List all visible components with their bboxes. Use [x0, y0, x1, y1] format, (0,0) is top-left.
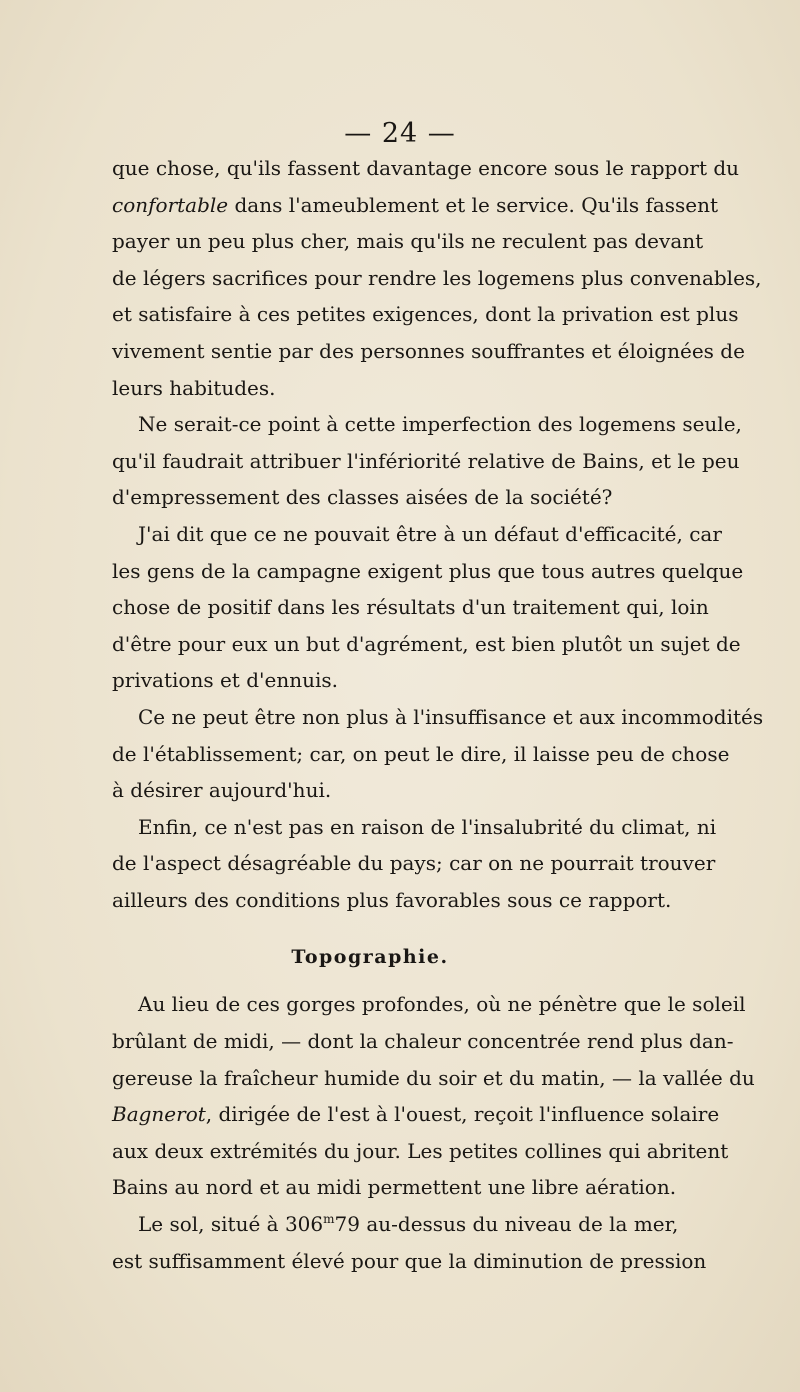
text-line: à désirer aujourd'hui. [112, 778, 332, 803]
text-fragment: , dirigée de l'est à l'ouest, reçoit l'influence solaire [205, 1102, 720, 1127]
text-line: brûlant de midi, — dont la chaleur concentrée rend plus dan- [112, 1029, 734, 1054]
section-heading: Topographie. [291, 946, 449, 969]
text-line: de l'établissement; car, on peut le dire, il laisse peu de chose [112, 741, 730, 766]
text-line: J'ai dit que ce ne pouvait être à un défaut d'efficacité, car [138, 521, 722, 546]
unit-superscript: m [323, 1212, 335, 1227]
page-text [112, 150, 764, 1279]
text-line: que chose, qu'ils fassent davantage encore sous le rapport du [112, 156, 740, 180]
text-fragment: Le sol, situé à 306 [138, 1212, 324, 1237]
text-fragment: dans l'ameublement et le service. Qu'ils fassent [228, 192, 719, 217]
text-line: privations et d'ennuis. [112, 668, 338, 693]
text-line: d'empressement des classes aisées de la société? [112, 485, 613, 510]
text-line [112, 1206, 679, 1243]
text-line [112, 187, 719, 224]
text-line: Enfin, ce n'est pas en raison de l'insalubrité du climat, ni [138, 814, 717, 839]
text-line: qu'il faudrait attribuer l'infériorité relative de Bains, et le peu [112, 448, 740, 473]
text-line: de l'aspect désagréable du pays; car on ne pourrait trouver [112, 851, 716, 876]
text-line: payer un peu plus cher, mais qu'ils ne reculent pas devant [112, 229, 704, 254]
text-line: et satisfaire à ces petites exigences, dont la privation est plus [112, 302, 739, 327]
text-line: de légers sacrifices pour rendre les logemens plus convenables, [112, 265, 762, 290]
text-line: d'être pour eux un but d'agrément, est bien plutôt un sujet de [112, 631, 741, 656]
text-line: ailleurs des conditions plus favorables sous ce rapport. [112, 887, 672, 912]
text-line: Bains au nord et au midi permettent une libre aération. [112, 1175, 677, 1200]
text-line: chose de positif dans les résultats d'un traitement qui, loin [112, 595, 709, 620]
text-line: gereuse la fraîcheur humide du soir et du matin, — la vallée du [112, 1065, 755, 1090]
text-line: leurs habitudes. [112, 375, 276, 400]
text-line: aux deux extrémités du jour. Les petites collines qui abritent [112, 1138, 729, 1163]
text-fragment: 79 au-dessus du niveau de la mer, [334, 1212, 679, 1237]
text-line: est suffisamment élevé pour que la diminution de pression [112, 1248, 707, 1273]
text-line: vivement sentie par des personnes souffrantes et éloignées de [112, 338, 745, 363]
page-number: — 24 — [344, 118, 456, 149]
text-line: Au lieu de ces gorges profondes, où ne pénètre que le soleil [138, 992, 746, 1017]
italic-place-name: Bagnerot [112, 1102, 206, 1127]
italic-term: confortable [112, 192, 229, 217]
text-line [112, 1096, 720, 1133]
text-line: les gens de la campagne exigent plus que tous autres quelque [112, 558, 744, 583]
text-line: Ne serait-ce point à cette imperfection des logemens seule, [138, 412, 742, 437]
text-line: Ce ne peut être non plus à l'insuffisance et aux incommodités [138, 704, 764, 729]
